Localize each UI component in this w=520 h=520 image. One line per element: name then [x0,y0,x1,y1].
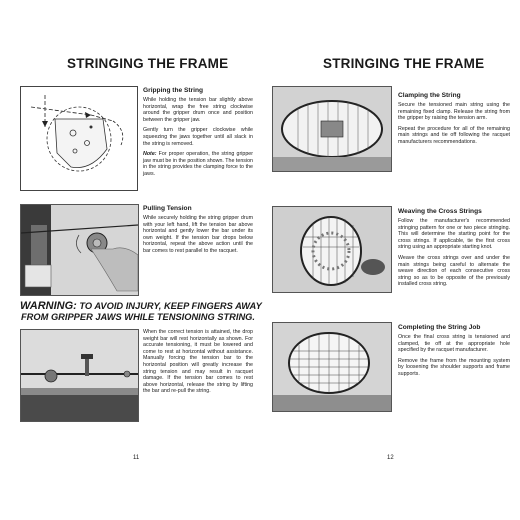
tension-bar-photo [20,329,139,422]
warning-label: WARNING: [20,300,77,312]
weaving-paragraph-1: Follow the manufacturer's recommended stringing pattern for one or two piece stringing. This will determine the starting point for the cross strings. If applicable, tie the first cross string using an appropriate starting knot. [398,218,510,251]
weaving-paragraph-2: Weave the cross strings over and under the main strings being careful to alternate the weave direction of each consecutive cross string so as to be opposite of the previously installed cross string. [398,254,510,288]
section-heading-pulling: Pulling Tension [143,205,192,212]
gripping-paragraph-2: Gently turn the gripper clockwise while squeezing the jaws together until all slack in the string is removed. [143,127,253,147]
completing-paragraph-2: Remove the frame from the mounting system by loosening the shoulder supports and frame supports. [398,357,510,377]
warning-line-1-text: TO AVOID INJURY, KEEP FINGERS AWAY [76,301,262,311]
pulling-tension-photo [20,204,139,296]
pulling-text [143,215,253,259]
clamping-paragraph-2: Repeat the procedure for all of the remaining main strings and tie off following the racquet manufacturers recommendations. [398,125,510,145]
section-heading-gripping: Gripping the String [143,87,204,94]
tensioned-paragraph-1: When the correct tension is attained, the drop weight bar will rest horizontally as shown. For accurate tensioning, it must be lowered and come to rest at horizontal without assistance. Manually forcing the tension bar to the horizontal position will greatly increase the string tension and may result in racquet damage. If the tension bar comes to rest above horizontal, release the string by lifting the bar and re-pull the string. [143,329,253,395]
weaving-text [398,218,510,292]
weaving-photo [272,206,392,293]
clamping-photo [272,86,392,172]
pulling-tension-illustration [21,205,138,295]
safety-warning [20,300,262,323]
warning-line-2: FROM GRIPPER JAWS WHILE TENSIONING STRING. [21,312,255,322]
gripper-diagram [20,86,138,191]
completing-text [398,334,510,382]
note-label: Note: [143,151,157,158]
tensioned-text [143,329,253,399]
completing-paragraph-1: Once the final cross string is tensioned and clamped, tie off at the appropriate hole specified by the racquet manufacturer. [398,334,510,354]
clamping-paragraph-1: Secure the tensioned main string using the remaining fixed clamp. Release the string from the gripper by raising the tension arm. [398,102,510,122]
gripping-note [143,151,253,177]
gripping-text [143,97,253,182]
weaving-illustration [273,207,391,292]
gripping-paragraph-1: While holding the tension bar slightly above horizontal, wrap the free string clockwise around the gripper drum once and position between the gripper jaw. [143,97,253,123]
section-heading-weaving: Weaving the Cross Strings [398,208,482,215]
section-heading-clamping: Clamping the String [398,92,461,99]
page-title: STRINGING THE FRAME [67,56,229,71]
tension-bar-illustration [21,330,138,421]
note-text: For proper operation, the string gripper jaw must be in the position shown. The tension in the string provides the clamping force to the jaws. [143,151,253,177]
right-page [260,0,520,520]
clamping-illustration [273,87,391,171]
gripper-diagram-drawing [21,87,137,190]
page-title: STRINGING THE FRAME [323,56,485,71]
completing-photo [272,322,392,412]
warning-line-1 [20,300,262,312]
page-number: 12 [387,455,394,461]
section-heading-completing: Completing the String Job [398,324,481,331]
page-number: 11 [133,455,140,461]
pulling-paragraph-1: While securely holding the string gripper drum with your left hand, lift the tension bar above horizontal and gently lower the bar under its own weight. If the tension bar drops below horizontal, repeat the above action until the bar comes to rest parallel to the racquet. [143,215,253,254]
clamping-text [398,102,510,150]
completing-illustration [273,323,391,411]
